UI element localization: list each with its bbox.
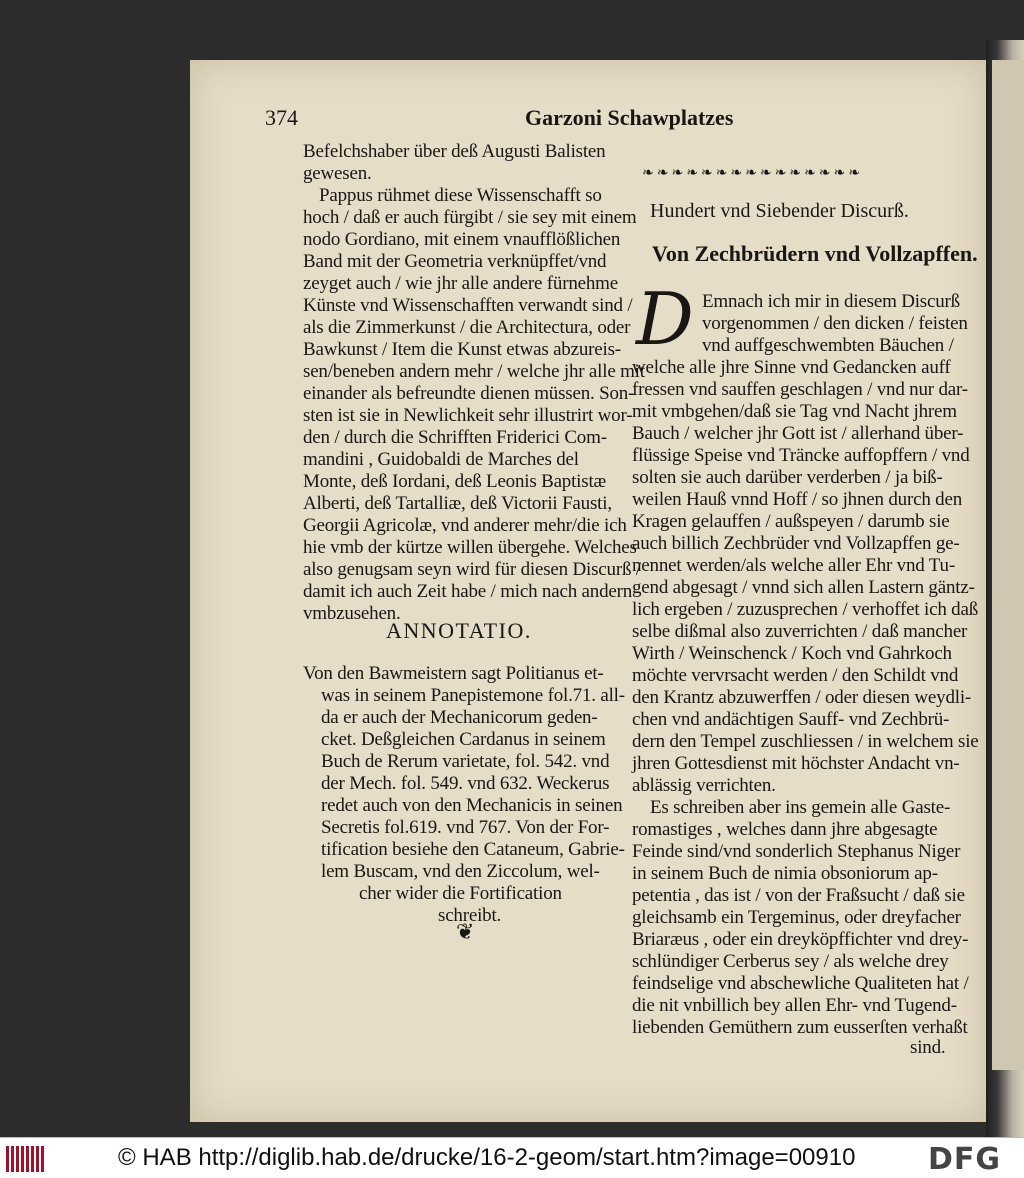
text-line: damit ich auch Zeit habe / mich nach andern xyxy=(303,581,633,602)
annotation-line: lem Buscam, vnd den Ziccolum, wel- xyxy=(321,861,600,882)
fleuron-ornament: ❦ xyxy=(456,920,475,945)
chapter-title: Hundert vnd Siebender Discurß. xyxy=(650,200,909,222)
text-line: Befelchshaber über deß Augusti Balisten xyxy=(303,141,606,162)
text-line: Pappus rühmet diese Wissenschafft so xyxy=(319,185,602,206)
text-line: Emnach ich mir in diesem Discurß xyxy=(702,291,960,312)
annotation-line: Buch de Rerum varietate, fol. 542. vnd xyxy=(321,751,610,772)
text-line: gend abgesagt / vnnd sich allen Lastern gäntz- xyxy=(632,577,975,598)
text-line: Briaræus , oder ein dreyköpffichter vnd drey- xyxy=(632,929,969,950)
text-line: feindselige vnd abschewliche Qualiteten hat / xyxy=(632,973,969,994)
annotation-line: Secretis fol.619. vnd 767. Von der For- xyxy=(321,817,610,838)
text-line: welche alle jhre Sinne vnd Gedancken auff xyxy=(632,357,951,378)
text-line: Feinde sind/vnd sonderlich Stephanus Niger xyxy=(632,841,961,862)
annotation-line: tification besiehe den Cataneum, Gabrie- xyxy=(321,839,625,860)
text-line: als die Zimmerkunst / die Architectura, oder xyxy=(303,317,631,338)
text-line: sten ist sie in Newlichkeit sehr illustrirt wor- xyxy=(303,405,633,426)
annotation-line: cket. Deßgleichen Cardanus in seinem xyxy=(321,729,606,750)
text-line: weilen Hauß vnnd Hoff / so jhnen durch den xyxy=(632,489,963,510)
text-line: auch billich Zechbrüder vnd Vollzapffen ge- xyxy=(632,533,960,554)
text-line: den Krantz abzuwerffen / oder diesen weydli- xyxy=(632,687,972,708)
annotation-line: schreibt. xyxy=(438,905,502,926)
text-line: schlündiger Cerberus sey / als welche drey xyxy=(632,951,949,972)
text-line: dern den Tempel zuschliessen / in welchem sie xyxy=(632,731,979,752)
text-line: mit vmbgehen/daß sie Tag vnd Nacht jhrem xyxy=(632,401,957,422)
text-line: zeyget auch / wie jhr alle andere fürnehme xyxy=(303,273,618,294)
text-line: Künste vnd Wissenschafften verwandt sind / xyxy=(303,295,633,316)
text-line: vnd auffgeschwembten Bäuchen / xyxy=(702,335,954,356)
text-line: chen vnd andächtigen Sauff- vnd Zechbrü- xyxy=(632,709,950,730)
text-line: selbe dißmal also zuverrichten / daß mancher xyxy=(632,621,968,642)
text-line: liebenden Gemüthern zum eusserſten verhaßt xyxy=(632,1017,968,1038)
text-line: nennet werden/als welche aller Ehr vnd Tu- xyxy=(632,555,955,576)
text-line: flüssige Speise vnd Träncke auffopffern / vnd xyxy=(632,445,970,466)
running-title: Garzoni Schawplatzes xyxy=(525,105,734,130)
text-line: in seinem Buch de nimia obsoniorum ap- xyxy=(632,863,938,884)
chapter-subtitle: Von Zechbrüdern vnd Vollzapffen. xyxy=(652,241,978,266)
text-line: ablässig verrichten. xyxy=(632,775,776,796)
right-column xyxy=(632,160,979,1058)
annotatio-heading: ANNOTATIO. xyxy=(386,618,532,643)
hab-logo-icon xyxy=(6,1146,46,1172)
text-line: petentia , das ist / von der Fraßsucht / daß sie xyxy=(632,885,965,906)
annotation-line: cher wider die Fortification xyxy=(359,883,562,904)
text-line: Band mit der Geometria verknüpffet/vnd xyxy=(303,251,607,272)
footer-bar xyxy=(0,1137,1024,1178)
annotation-line: Von den Bawmeistern sagt Politianus et- xyxy=(303,663,604,684)
annotation-line: was in seinem Panepistemone fol.71. all- xyxy=(321,685,625,706)
text-line: Georgii Agricolæ, vnd anderer mehr/die ich xyxy=(303,515,627,536)
text-line: Kragen gelauffen / außspeyen / darumb sie xyxy=(632,511,950,532)
text-line: einander als befreundte dienen müssen. Son- xyxy=(303,383,635,404)
text-line: Bauch / welcher jhr Gott ist / allerhand über- xyxy=(632,423,964,444)
text-line: Es schreiben aber ins gemein alle Gaste- xyxy=(650,797,951,818)
text-line: also genugsam seyn wird für diesen Discurß / xyxy=(303,559,641,580)
text-line: gleichsamb ein Tergeminus, oder dreyfacher xyxy=(632,907,961,928)
text-line: vmbzusehen. xyxy=(303,603,401,624)
text-line: vorgenommen / den dicken / feisten xyxy=(702,313,968,334)
catchword: sind. xyxy=(910,1037,946,1058)
text-line: Wirth / Weinschenck / Koch vnd Gahrkoch xyxy=(632,643,952,664)
text-line: mandini , Guidobaldi de Marches del xyxy=(303,449,579,470)
annotation-line: redet auch von den Mechanicis in seinen xyxy=(321,795,623,816)
text-line: die nit vnbillich bey allen Ehr- vnd Tugend- xyxy=(632,995,957,1016)
dfg-logo: DFG xyxy=(928,1142,1002,1177)
annotation-line: der Mech. fol. 549. vnd 632. Weckerus xyxy=(321,773,610,794)
left-column xyxy=(303,140,645,926)
text-line: hie vmb der kürtze willen übergehe. Welches xyxy=(303,537,637,558)
text-line: Monte, deß Iordani, deß Leonis Baptistæ xyxy=(303,471,607,492)
source-url-text[interactable]: © HAB http://diglib.hab.de/drucke/16-2-geom/start.htm?image=00910 xyxy=(118,1144,856,1171)
text-line: hoch / daß er auch fürgibt / sie sey mit einem xyxy=(303,207,637,228)
text-line: den / durch die Schrifften Friderici Com- xyxy=(303,427,607,448)
text-line: Alberti, deß Tartalliæ, deß Victorii Fausti, xyxy=(303,493,612,514)
text-line: Bawkunst / Item die Kunst etwas abzureis- xyxy=(303,339,621,360)
ornament-rule: ❧❧❧❧❧❧❧❧❧❧❧❧❧❧❧ xyxy=(642,165,863,181)
text-line: fressen vnd sauffen geschlagen / vnd nur dar- xyxy=(632,379,968,400)
text-line: solten sie auch darüber verderben / ja biß- xyxy=(632,467,943,488)
page-number: 374 xyxy=(265,105,298,130)
text-line: romastiges , welches dann jhre abgesagte xyxy=(632,819,938,840)
adjacent-page-edge xyxy=(992,60,1024,1070)
text-line: jhren Gottesdienst mit höchster Andacht vn- xyxy=(632,753,960,774)
text-line: lich ergeben / zuzusprechen / verhoffet ich daß xyxy=(632,599,978,620)
text-line: gewesen. xyxy=(303,163,372,184)
annotation-line: da er auch der Mechanicorum geden- xyxy=(321,707,598,728)
text-line: sen/beneben andern mehr / welche jhr alle mit xyxy=(303,361,645,382)
decorated-initial: D xyxy=(636,277,694,361)
text-line: nodo Gordiano, mit einem vnaufflößlichen xyxy=(303,229,621,250)
text-line: möchte vervrsacht werden / den Schildt vnd xyxy=(632,665,959,686)
